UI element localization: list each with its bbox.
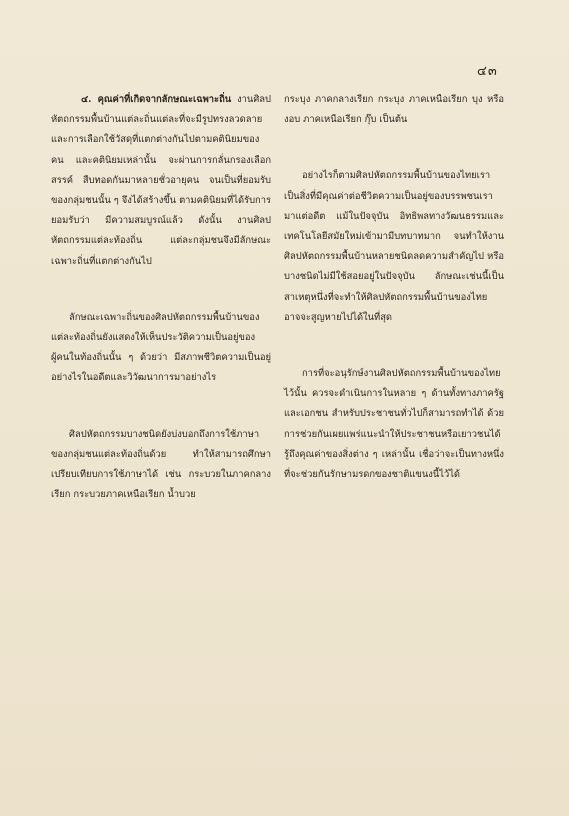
right-column	[284, 90, 504, 521]
left-paragraph-2: ลักษณะเฉพาะถิ่นของศิลปหัตถกรรมพื้นบ้านของแต่ละท้องถิ่นยังแสดงให้เห็นประวัติความเป็นอยู่ของผู้คนในท้องถิ่นนั้น ๆ ด้วยว่า มีสภาพชีวิตความเป็นอยู่อย่างไรในอดีตและวิวัฒนาการมาอย่างไร	[51, 311, 271, 384]
page-number: ๔๓	[477, 64, 498, 79]
section-heading: ๔. คุณค่าที่เกิดจากลักษณะเฉพาะถิ่น	[81, 94, 232, 105]
left-paragraph-3: ศิลปหัตถกรรมบางชนิดยังบ่งบอกถึงการใช้ภาษาของกลุ่มชนแต่ละท้องถิ่นด้วย ทำให้สามารถศึกษาเปรียบเทียบการใช้ภาษาได้ เช่น กระบวยในภาคกลาง เรียก กระบวยภาคเหนือเรียก น้ำบวย	[51, 428, 271, 501]
right-paragraph-2: อย่างไรก็ตามศิลปหัตถกรรมพื้นบ้านของไทยเรา เป็นสิ่งที่มีคุณค่าต่อชีวิตความเป็นอยู่ของบรรพชนเรามาแต่อดีต แม้ในปัจจุบัน อิทธิพลทางวัฒนธรรมและเทคโนโลยีสมัยใหม่เข้ามามีบทบาทมาก จนทำให้งานศิลปหัตถกรรมพื้นบ้านหลายชนิดลดความสำคัญไป หรือบางชนิดไม่มีใช้สอยอยู่ในปัจจุบัน ลักษณะเช่นนี้เป็นสาเหตุหนึ่งที่จะทำให้ศิลปหัตถกรรมพื้นบ้านของไทย อาจจะสูญหายไปได้ในที่สุด	[284, 170, 504, 323]
left-paragraph-1-text: งานศิลปหัตถกรรมพื้นบ้านแต่ละถิ่นแต่ละที่จะมีรูปทรงลวดลายและการเลือกใช้วัสดุที่แตกต่างกันไปตามคตินิยมของคน และคตินิยมเหล่านั้น จะผ่านการกลั่นกรองเลือกสรรค์ สืบทอดกันมาหลายชั่วอายุคน จนเป็นที่ยอมรับของกลุ่มชนนั้น ๆ จึงได้สร้างขึ้น ตามคตินิยมที่ได้รับการยอมรับว่า มีความสมบูรณ์แล้ว ดังนั้น งานศิลปหัตถกรรมแต่ละท้องถิ่น แต่ละกลุ่มชนจึงมีลักษณะเฉพาะถิ่นที่แตกต่างกันไป	[51, 94, 271, 267]
left-column	[51, 90, 271, 541]
right-paragraph-3: การที่จะอนุรักษ์งานศิลปหัตถกรรมพื้นบ้านของไทยไว้นั้น ควรจะดำเนินการในหลาย ๆ ด้านทั้งทางภาครัฐและเอกชน สำหรับประชาชนทั่วไปก็สามารถทำได้ ด้วยการช่วยกันเผยแพร่แนะนำให้ประชาชนหรือเยาวชนได้รู้ถึงคุณค่าของสิ่งต่าง ๆ เหล่านั้น เชื่อว่าจะเป็นทางหนึ่งที่จะช่วยกันรักษามรดกของชาติแขนงนี้ไว้ได้	[284, 368, 504, 481]
left-paragraph-1	[51, 90, 271, 272]
right-paragraph-1: กระบุง ภาคกลางเรียก กระบุง ภาคเหนือเรียก บุง หรือ งอบ ภาคเหนือเรียก กุ๊บ เป็นต้น	[284, 94, 504, 126]
